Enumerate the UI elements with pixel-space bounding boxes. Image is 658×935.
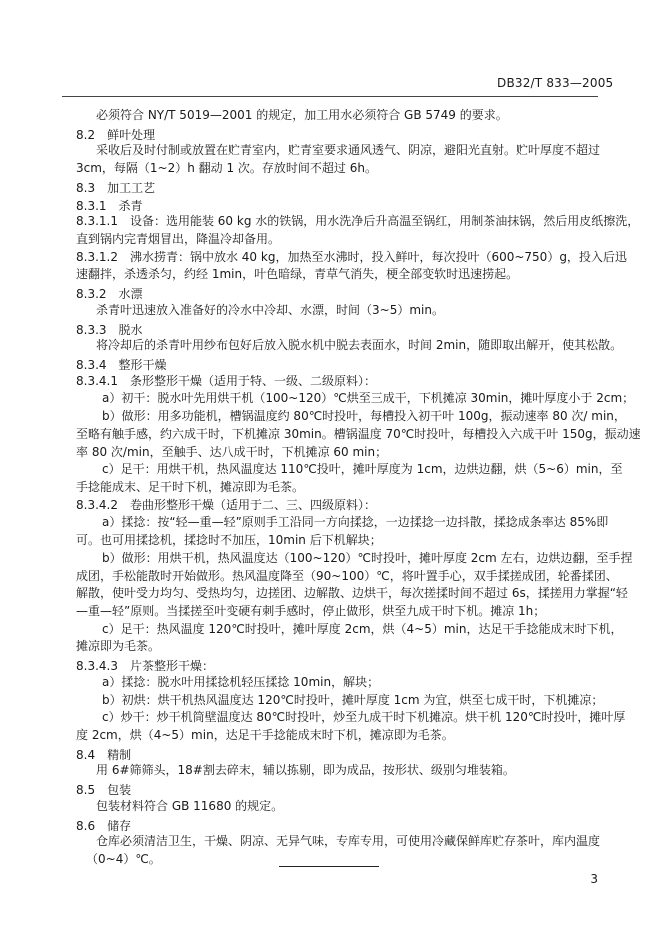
text-line: 8.3.1.2 沸水捞青：锅中放水 40 kg，加热至水沸时，投入鲜叶，每次投叶（600~750）g，投入后迅 xyxy=(76,250,627,264)
text-line: 可。也可用揉捻机，揉捻时不加压，10min 后下机解块； xyxy=(76,533,382,547)
section-heading: 8.3.4 整形干燥 xyxy=(76,358,167,372)
section-heading: 8.5 包装 xyxy=(76,783,132,797)
text-line: 8.3.4.2 卷曲形整形干燥（适用于二、三、四级原料）： xyxy=(76,498,376,512)
text-line: a）揉捻：脱水叶用揉捻机轻压揉捻 10min，解块； xyxy=(102,675,380,689)
section-heading: 8.3.2 水漂 xyxy=(76,287,143,301)
text-line: 必须符合 NY/T 5019—2001 的规定，加工用水必须符合 GB 5749 的要求。 xyxy=(96,108,508,122)
text-line: （0~4）℃。 xyxy=(86,852,161,866)
text-line: 成团，手松能散时开始做形。热风温度降至（90~100）℃，将叶置手心，双手揉搓成团，轮番揉团、 xyxy=(76,569,618,583)
text-line: c）足干：用烘干机，热风温度达 110℃投叶，摊叶厚度为 1cm，边烘边翻，烘（5~6）min，至 xyxy=(102,462,623,476)
text-line: 解散，使叶受力均匀、受热均匀，边搓团、边解散、边烘干，每次搓揉时间不超过 6s，揉搓用力掌握“轻 xyxy=(76,586,628,600)
text-line: 度 2cm，烘（4~5）min，达足干手捻能成末时下机，摊凉即为毛茶。 xyxy=(76,728,454,742)
text-line: b）做形：用烘干机，热风温度达（100~120）℃时投叶，摊叶厚度 2cm 左右，边烘边翻，至手捏 xyxy=(102,551,633,565)
section-heading: 8.2 鲜叶处理 xyxy=(76,128,156,142)
text-line: c）足干：热风温度 120℃时投叶，摊叶厚度 2cm，烘（4~5）min，达足干手捻能成末时下机， xyxy=(102,622,623,636)
section-heading: 8.3 加工工艺 xyxy=(76,181,156,195)
page-number: 3 xyxy=(590,872,598,886)
text-line: 将冷却后的杀青叶用纱布包好后放入脱水机中脱去表面水，时间 2min，随即取出解开，使其松散。 xyxy=(96,338,623,352)
text-line: 速翻拌，杀透杀匀，约经 1min，叶色暗绿，青草气消失，梗全部变软时迅速捞起。 xyxy=(76,267,519,281)
text-line: c）炒干：炒干机筒壁温度达 80℃时投叶，炒至九成干时下机摊凉。烘干机 120℃时投叶，摊叶厚 xyxy=(102,710,626,724)
text-line: 采收后及时付制或放置在贮青室内，贮青室要求通风透气、阴凉，避阳光直射。贮叶厚度不超过 xyxy=(96,143,601,157)
header-std-code: DB32/T 833—2005 xyxy=(497,76,614,90)
section-heading: 8.3.3 脱水 xyxy=(76,323,143,337)
text-line: b）初烘：烘干机热风温度达 120℃时投叶，摊叶厚度 1cm 为宜，烘至七成干时，下机摊凉； xyxy=(102,693,604,707)
text-line: 手捻能成末、足干时下机，摊凉即为毛茶。 xyxy=(76,480,305,494)
text-line: 8.3.4.1 条形整形干燥（适用于特、一级、二级原料）： xyxy=(76,374,376,388)
section-heading: 8.6 储存 xyxy=(76,819,132,833)
text-line: 直到锅内完青烟冒出，降温冷却备用。 xyxy=(76,232,281,246)
header-rule xyxy=(62,96,598,97)
text-line: 包装材料符合 GB 11680 的规定。 xyxy=(96,799,284,813)
text-line: 至略有触手感，约六成干时，下机摊凉 30min。槽锅温度 70℃时投叶，每槽投入六成干叶 150g，振动速 xyxy=(76,427,641,441)
end-rule xyxy=(279,866,379,867)
text-line: a）揉捻：按“轻—重—轻”原则手工沿同一方向揉捻，一边揉捻一边抖散，揉捻成条率达 85%即 xyxy=(102,515,609,529)
section-heading: 8.3.4.3 片茶整形干燥： xyxy=(76,659,214,673)
text-line: 8.3.1.1 设备：选用能装 60 kg 水的铁锅，用水洗净后升高温至锅红，用制茶油抹锅，然后用皮纸擦洗， xyxy=(76,214,640,228)
text-line: 摊凉即为毛茶。 xyxy=(76,639,161,653)
text-line: 仓库必须清洁卫生，干燥、阴凉、无异气味，专库专用，可使用冷藏保鲜库贮存茶叶，库内温度 xyxy=(96,834,601,848)
text-line: b）做形：用多功能机，槽锅温度约 80℃时投叶，每槽投入初干叶 100g，振动速率 80 次/ min， xyxy=(102,409,626,423)
section-heading: 8.3.1 杀青 xyxy=(76,199,143,213)
text-line: —重—轻”原则。当揉搓至叶变硬有刺手感时，停止做形，烘至九成干时下机。摊凉 1h； xyxy=(76,604,546,618)
text-line: a）初干：脱水叶先用烘干机（100~120）℃烘至三成干，下机摊凉 30min，摊叶厚度小于 2cm； xyxy=(102,391,635,405)
text-line: 用 6#筛筛头，18#割去碎末，辅以拣剔，即为成品，按形状、级别匀堆装箱。 xyxy=(96,763,515,777)
section-heading: 8.4 精制 xyxy=(76,748,132,762)
text-line: 率 80 次/min，至触手、达八成干时，下机摊凉 60 min； xyxy=(76,445,388,459)
text-line: 3cm，每隔（1~2）h 翻动 1 次。存放时间不超过 6h。 xyxy=(76,161,377,175)
text-line: 杀青叶迅速放入准备好的冷水中冷却、水漂，时间（3~5）min。 xyxy=(96,303,444,317)
